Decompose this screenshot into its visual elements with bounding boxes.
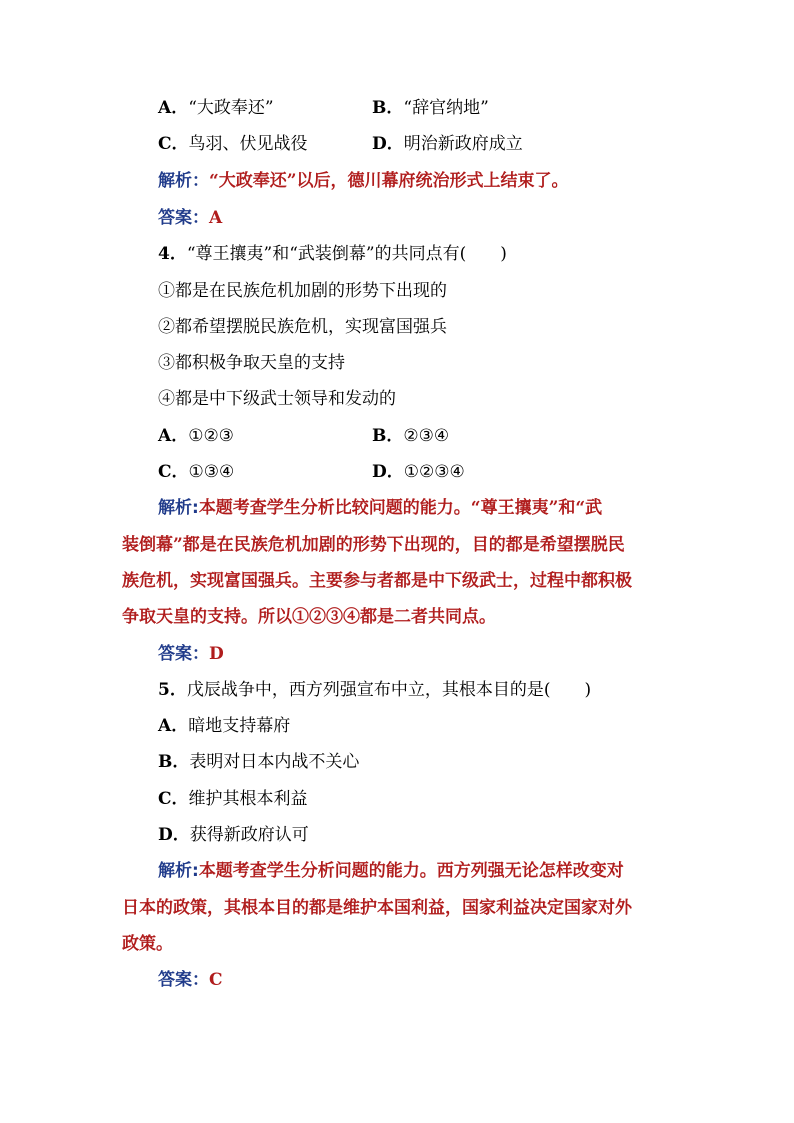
- analysis-label: 解析:: [158, 861, 199, 881]
- q4-answer: [158, 644, 224, 664]
- q5-stem: 5．戊辰战争中，西方列强宣布中立，其根本目的是( ): [158, 680, 592, 700]
- analysis-text: “大政奉还”以后，德川幕府统治形式上结束了。: [209, 171, 569, 191]
- q4-analysis-line-2: 装倒幕”都是在民族危机加剧的形势下出现的，目的都是希望摆脱民: [122, 535, 625, 555]
- analysis-label: 解析:: [158, 498, 199, 518]
- q4-item-2: ②都希望摆脱民族危机，实现富国强兵: [158, 317, 447, 337]
- q5-answer: [158, 970, 223, 990]
- answer-label: 答案：: [158, 970, 209, 990]
- q4-analysis-line-1: 解析:本题考查学生分析比较问题的能力。“尊王攘夷”和“武: [158, 498, 603, 518]
- answer-label: 答案：: [158, 208, 209, 228]
- q5-option-b: B．表明对日本内战不关心: [158, 752, 360, 772]
- q4-analysis-line-3: 族危机，实现富国强兵。主要参与者都是中下级武士，过程中都积极: [122, 571, 632, 591]
- q4-option-b: B．②③④: [372, 426, 450, 446]
- analysis-label: 解析：: [158, 171, 209, 191]
- q4-item-3: ③都积极争取天皇的支持: [158, 353, 345, 373]
- q3-option-a: A．“大政奉还”: [158, 98, 274, 118]
- answer-value: D: [209, 644, 224, 664]
- answer-label: 答案：: [158, 644, 209, 664]
- answer-value: A: [209, 208, 223, 228]
- q5-analysis-line-1: 解析:本题考查学生分析问题的能力。西方列强无论怎样改变对: [158, 861, 624, 881]
- q5-analysis-line-3: 政策。: [122, 934, 173, 954]
- q4-item-1: ①都是在民族危机加剧的形势下出现的: [158, 281, 447, 301]
- answer-value: C: [209, 970, 223, 990]
- q3-analysis: [158, 171, 569, 191]
- q3-answer: [158, 208, 222, 228]
- q4-option-c: C．①③④: [158, 462, 235, 482]
- q3-option-c: C．鸟羽、伏见战役: [158, 134, 308, 154]
- q5-option-d: D．获得新政府认可: [158, 825, 309, 845]
- q4-option-a: A．①②③: [158, 426, 234, 446]
- q4-option-d: D．①②③④: [372, 462, 465, 482]
- q5-option-a: A．暗地支持幕府: [158, 716, 291, 736]
- q3-option-b: B．“辞官纳地”: [372, 98, 489, 118]
- q4-analysis-line-4: 争取天皇的支持。所以①②③④都是二者共同点。: [122, 607, 496, 627]
- q5-option-c: C．维护其根本利益: [158, 789, 308, 809]
- q4-item-4: ④都是中下级武士领导和发动的: [158, 389, 396, 409]
- q5-analysis-line-2: 日本的政策，其根本目的都是维护本国利益，国家利益决定国家对外: [122, 898, 632, 918]
- q3-option-d: D．明治新政府成立: [372, 134, 523, 154]
- q4-stem: 4．“尊王攘夷”和“武装倒幕”的共同点有( ): [158, 244, 507, 264]
